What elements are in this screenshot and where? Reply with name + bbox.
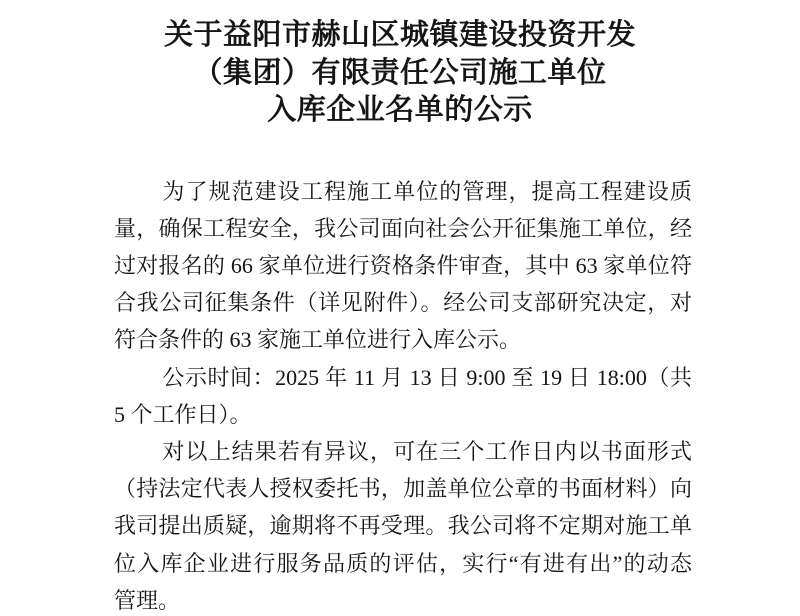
title-line: 入库企业名单的公示	[267, 94, 533, 126]
title-line: （集团）有限责任公司施工单位	[193, 56, 607, 89]
body-line: 位入库企业进行服务品质的评估，实行“有进有出”的动态	[114, 550, 692, 576]
body-line: 对以上结果若有异议，可在三个工作日内以书面形式	[162, 438, 692, 464]
body-line: 为了规范建设工程施工单位的管理，提高工程建设质	[162, 178, 692, 204]
body-line: 公示时间：2025 年 11 月 13 日 9:00 至 19 日 18:00（共	[162, 364, 692, 390]
body-line: 我司提出质疑，逾期将不再受理。我公司将不定期对施工单	[114, 513, 692, 539]
body-line: 5 个工作日）。	[114, 401, 252, 427]
body-line: 过对报名的 66 家单位进行资格条件审查，其中 63 家单位符	[114, 252, 692, 278]
title-line: 关于益阳市赫山区城镇建设投资开发	[163, 19, 636, 51]
body-line: 管理。	[114, 587, 181, 613]
document-title	[0, 0, 800, 130]
body-line: 符合条件的 63 家施工单位进行入库公示。	[114, 327, 522, 353]
body-line: 量，确保工程安全，我公司面向社会公开征集施工单位，经	[114, 215, 692, 241]
document-body	[114, 173, 692, 616]
paragraph-objection-process	[114, 433, 692, 616]
body-line: 合我公司征集条件（详见附件）。经公司支部研究决定，对	[114, 290, 692, 316]
paragraph-publicity-period	[114, 359, 692, 433]
body-line: （持法定代表人授权委托书，加盖单位公章的书面材料）向	[114, 476, 692, 502]
paragraph-intro	[114, 173, 692, 359]
